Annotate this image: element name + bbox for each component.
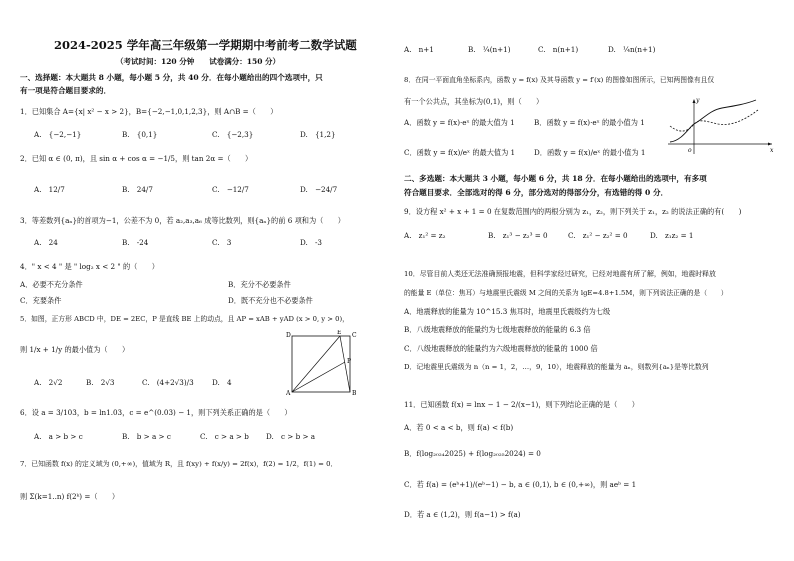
q7-option-a[interactable]: A. n+1 [404,45,434,54]
q7-option-c[interactable]: C. n(n+1) [538,45,579,54]
q3-option-a[interactable]: A. 24 [34,238,58,247]
q7-option-b[interactable]: B. ¼(n+1) [468,45,511,54]
q5-label-c: C [352,332,357,339]
q2-option-d[interactable]: D. −24/7 [300,185,338,194]
q3-option-b[interactable]: B. -24 [122,238,149,247]
q1-option-a[interactable]: A. {−2,−1} [34,130,82,139]
q9-stem: 9．设方程 x² + x + 1 = 0 在复数范围内的两根分别为 z₁，z₂，则下列关于 z₁，z₂ 的说法正确的有( ) [404,207,742,216]
q9-option-b[interactable]: B. z₁³ − z₂³ = 0 [488,231,548,240]
q7-stem: 7．已知函数 f(x) 的定义域为 (0,+∞)，值域为 R，且 f(xy) + f(x/y) = 2f(x)，f(2) = 1/2，f(1) = 0． [20,460,338,468]
section2-heading: 二、多选题：本大题共 3 小题，每小题 6 分，共 18 分．在每小题给出的选项中，有多项 [404,174,707,183]
q5-label-e: E [337,330,342,336]
q10-option-d[interactable]: D．记地震里氏震级为 n（n = 1，2，…，9，10），地震释放的能量为 aₙ，则数列{aₙ}是等比数列 [404,363,709,371]
q8-stem-cont: 有一个公共点，其坐标为(0,1)，则（ ） [404,97,544,106]
q4-stem: 4．" x < 4 " 是 " log₂ x < 2 " 的（ ） [20,262,159,271]
q6-option-b[interactable]: B. b > a > c [122,432,171,441]
exam-info: （考试时间：120 分钟 试卷满分：150 分） [116,57,281,66]
q11-option-c[interactable]: C．若 f(a) = (eᵇ+1)/(eᵇ−1) − b, a ∈ (0,1), b ∈ (0,+∞)，则 aeᵇ = 1 [404,480,637,489]
q4-option-d[interactable]: D．既不充分也不必要条件 [228,296,313,305]
q5-option-a[interactable]: A. 2√2 [34,378,63,387]
q5-stem-cont: 则 1/x + 1/y 的最小值为（ ） [20,345,130,354]
q8-option-d[interactable]: D．函数 y = f(x)/eˣ 的最小值为 1 [534,148,646,157]
q6-option-c[interactable]: C. c > a > b [200,432,249,441]
q2-option-a[interactable]: A. 12/7 [34,185,65,194]
q1-option-d[interactable]: D. {1,2} [300,130,336,139]
q9-option-a[interactable]: A. z₁² = z₂ [404,231,446,240]
q8-option-c[interactable]: C．函数 y = f(x)/eˣ 的最大值为 1 [404,148,516,157]
q5-option-d[interactable]: D. 4 [212,378,232,387]
section1-heading-cont: 有一项是符合题目要求的． [20,86,112,95]
q4-option-a[interactable]: A．必要不充分条件 [20,280,83,289]
q2-option-b[interactable]: B. 24/7 [122,185,153,194]
q10-stem: 10．尽管目前人类还无法准确预报地震，但科学家经过研究，已经对地震有所了解，例如，地震时释放 [404,270,716,278]
q10-stem-cont: 的能量 E（单位：焦耳）与地震里氏震级 M 之间的关系为 lgE=4.8+1.5M，则下列说法正确的是（ ） [404,289,728,297]
q8-origin-label: o [688,147,692,154]
q10-option-a[interactable]: A．地震释放的能量为 10^15.3 焦耳时，地震里氏震级约为七级 [404,307,611,316]
q1-stem: 1．已知集合 A={x| x² − x > 2}，B={−2,−1,0,1,2,3}，则 A∩B =（ ） [20,107,278,116]
q9-option-c[interactable]: C. z₁² − z₂² = 0 [568,231,628,240]
q3-option-c[interactable]: C. 3 [212,238,232,247]
q5-label-p: P [347,358,352,365]
q4-option-b[interactable]: B．充分不必要条件 [228,280,291,289]
q8-function-graph [666,96,776,156]
q8-option-b[interactable]: B．函数 y = f(x)·eˣ 的最小值为 1 [534,118,645,127]
q2-option-c[interactable]: C. −12/7 [212,185,249,194]
q10-option-b[interactable]: B．八级地震释放的能量约为七级地震释放的能量的 6.3 倍 [404,325,591,334]
q5-option-c[interactable]: C. (4+2√3)/3 [142,378,194,387]
q6-option-d[interactable]: D. c > b > a [266,432,316,441]
q7-stem-cont: 则 Σ(k=1..n) f(2ᵏ) =（ ） [20,492,120,501]
q1-option-c[interactable]: C. {−2,3} [212,130,254,139]
q11-option-d[interactable]: D．若 a ∈ (1,2)，则 f(a−1) > f(a) [404,510,521,519]
q6-option-a[interactable]: A. a > b > c [34,432,83,441]
q7-option-d[interactable]: D. ¼n(n+1) [608,45,656,54]
section2-heading-cont: 符合题目要求．全部选对的得 6 分，部分选对的得部分分，有选错的得 0 分． [404,188,669,197]
q4-option-c[interactable]: C．充要条件 [20,296,62,305]
q5-stem: 5．如图，正方形 ABCD 中，DE = 2EC，P 是直线 BE 上的动点，且 AP = xAB + yAD (x > 0, y > 0)， [20,315,349,323]
q5-label-d: D [286,332,291,339]
q2-stem: 2．已知 α ∈ (0, π)，且 sin α + cos α = −1/5，则 tan 2α =（ ） [20,154,253,163]
section1-heading: 一、选择题：本大题共 8 小题，每小题 5 分，共 40 分．在每小题给出的四个选项中，只 [20,73,323,82]
q3-stem: 3．等差数列{aₙ}的首项为−1，公差不为 0，若 a₂,a₃,a₆ 成等比数列，则{aₙ}的前 6 项和为（ ） [20,216,345,225]
q10-option-c[interactable]: C．八级地震释放的能量约为六级地震释放的能量的 1000 倍 [404,344,598,353]
q1-option-b[interactable]: B. {0,1} [122,130,158,139]
q11-option-b[interactable]: B．f(log₂₀₂₄2025) + f(log₂₀₂₅2024) = 0 [404,449,541,458]
q6-stem: 6．设 a = 3/103，b = ln1.03，c = e^(0.03) − 1，则下列关系正确的是（ ） [20,408,292,417]
q9-option-d[interactable]: D. z₁z₂ = 1 [650,231,694,240]
q8-axis-x-label: x [770,147,774,154]
q5-square-figure [286,330,366,396]
q11-option-a[interactable]: A．若 0 < a < b，则 f(a) < f(b) [404,423,514,432]
q5-label-b: B [352,390,357,396]
q8-stem: 8．在同一平面直角坐标系内，函数 y = f(x) 及其导函数 y = f′(x) 的图像如图所示，已知两图像有且仅 [404,76,715,84]
q5-option-b[interactable]: B. 2√3 [86,378,115,387]
page-title: 2024-2025 学年高三年级第一学期期中考前考二数学试题 [54,38,357,52]
q8-axis-y-label: y [696,97,700,104]
q3-option-d[interactable]: D. -3 [300,238,322,247]
q8-option-a[interactable]: A．函数 y = f(x)·eˣ 的最大值为 1 [404,118,515,127]
q5-label-a: A [286,390,291,396]
q11-stem: 11．已知函数 f(x) = lnx − 1 − 2/(x−1)，则下列结论正确的是（ ） [404,400,639,409]
